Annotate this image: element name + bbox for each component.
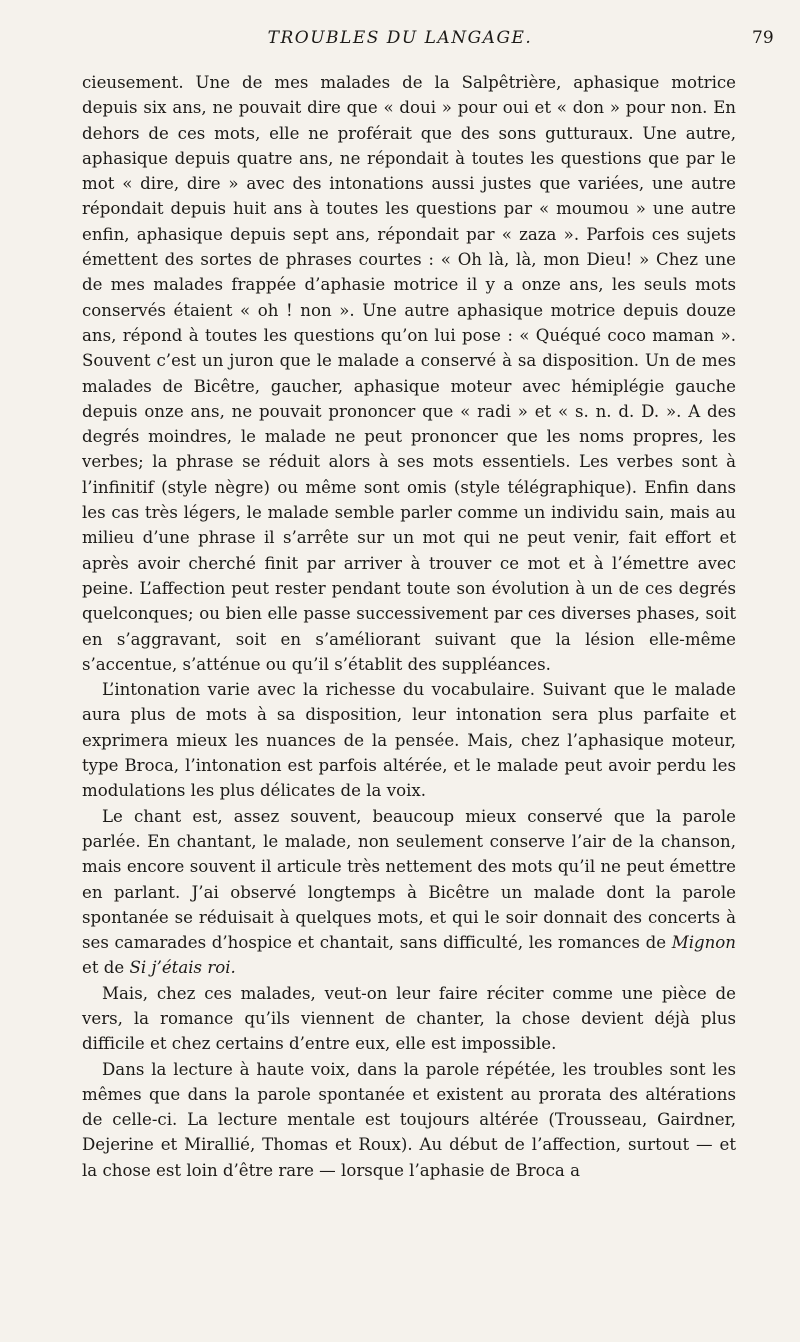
paragraph (82, 804, 736, 981)
paragraph-text: cieusement. Une de mes malades de la Salpêtrière, aphasique motrice depuis six ans, ne pouvait dire que « doui » pour oui et « don » pour non. En dehors de ces mots, elle ne proférait que des sons gutturaux. Une autre, aphasique depuis quatre ans, ne répondait à toutes les questions que par le mot « dire, dire » avec des intonations aussi justes que variées, une autre répondait depuis huit ans à toutes les questions par « moumou » une autre enfin, aphasique depuis sept ans, répondait par « zaza ». Parfois ces sujets émettent des sortes de phrases courtes : « Oh là, là, mon Dieu! » Chez une de mes malades frappée d’aphasie motrice il y a onze ans, les seuls mots conservés étaient « oh ! non ». Une autre aphasique motrice depuis douze ans, répond à toutes les questions qu’on lui pose : « Quéqué coco maman ». Souvent c’est un juron que le malade a conservé à sa disposition. Un de mes malades de Bicêtre, gaucher, aphasique moteur avec hémiplégie gauche depuis onze ans, ne pouvait prononcer que « radi » et « s. n. d. D. ». A des degrés moindres, le malade ne peut prononcer que les noms propres, les verbes; la phrase se réduit alors à ses mots essentiels. Les verbes sont à l’infinitif (style nègre) ou même sont omis (style télégraphique). Enfin dans les cas très légers, le malade semble parler comme un individu sain, mais au milieu d’une phrase il s’arrête sur un mot qui ne peut venir, fait effort et après avoir cherché finit par arriver à trouver ce mot et à l’émettre avec peine. L’affection peut rester pendant toute son évolution à un de ces degrés quelconques; ou bien elle passe successivement par ces diverses phases, soit en s’aggravant, soit en s’améliorant suivant que la lésion elle-même s’accentue, s’atténue ou qu’il s’établit des suppléances. (82, 73, 736, 674)
running-title: TROUBLES DU LANGAGE. (267, 28, 533, 48)
paragraph-text: Le chant est, assez souvent, beaucoup mieux conservé que la parole parlée. En chantant, le malade, non seulement conserve l’air de la chanson, mais encore souvent il articule très nettement des mots qu’il ne peut émettre en parlant. J’ai observé longtemps à Bicêtre un malade dont la parole spontanée se réduisait à quelques mots, et qui le soir donnait des concerts à ses camarades d’hospice et chantait, sans difficulté, les romances de (82, 806, 736, 953)
paragraph-text: Mais, chez ces malades, veut-on leur faire réciter comme une pièce de vers, la romance qu’ils viennent de chanter, la chose devient déjà plus difficile et chez certains d’entre eux, elle est impossible. (82, 983, 736, 1054)
italic-title: Mignon (671, 933, 736, 953)
page-number: 79 (752, 28, 774, 48)
body-text (82, 70, 736, 1183)
paragraph (82, 677, 736, 803)
paragraph (82, 981, 736, 1057)
paragraph-text: et de (82, 958, 130, 978)
paragraph-text: Dans la lecture à haute voix, dans la parole répétée, les troubles sont les mêmes que dans la parole spontanée et existent au prorata des altérations de celle-ci. La lecture mentale est toujours altérée (Trousseau, Gairdner, Dejerine et Mirallié, Thomas et Roux). Au début de l’affection, surtout — et la chose est loin d’être rare — lorsque l’aphasie de Broca a (82, 1059, 736, 1180)
paragraph (82, 1057, 736, 1183)
paragraph (82, 70, 736, 677)
italic-title: Si j’étais roi. (129, 958, 236, 978)
paragraph-text: L’intonation varie avec la richesse du vocabulaire. Suivant que le malade aura plus de mots à sa disposition, leur intonation sera plus parfaite et exprimera mieux les nuances de la pensée. Mais, chez l’aphasique moteur, type Broca, l’intonation est parfois altérée, et le malade peut avoir perdu les modulations les plus délicates de la voix. (82, 680, 736, 801)
